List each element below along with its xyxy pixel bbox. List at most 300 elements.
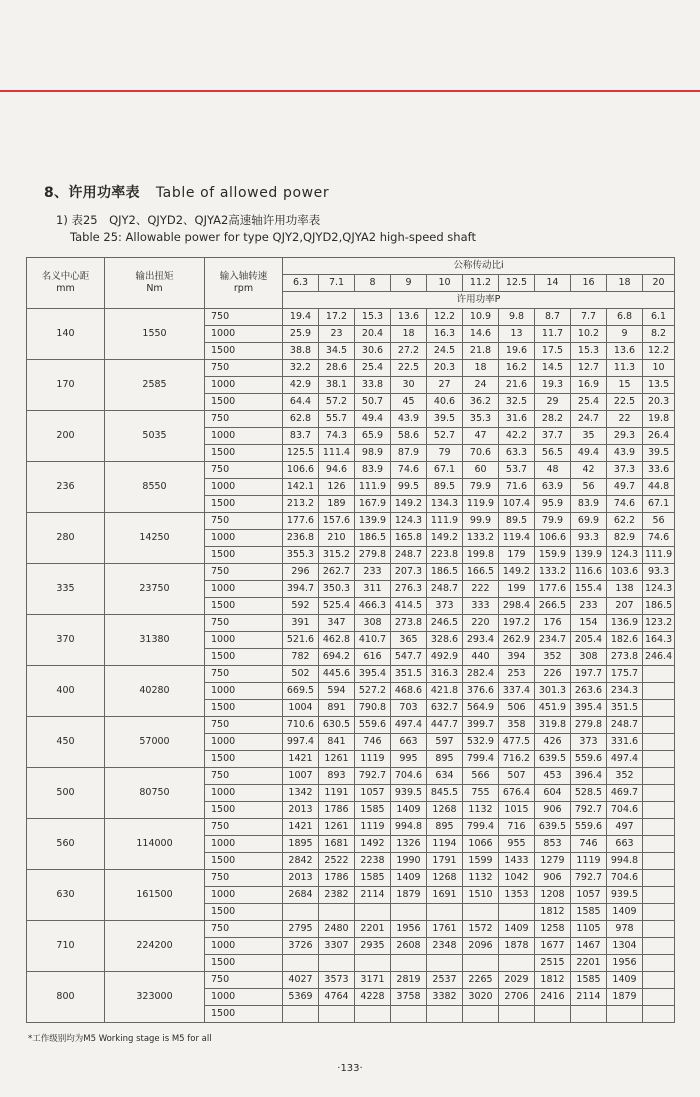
power-value-cell: 492.9 [427,649,463,666]
power-value-cell: 1119 [355,819,391,836]
power-value-cell: 669.5 [283,683,319,700]
power-value-cell: 755 [463,785,499,802]
power-value-cell: 142.1 [283,479,319,496]
power-value-cell: 315.2 [319,547,355,564]
power-value-cell: 197.7 [571,666,607,683]
power-value-cell: 1510 [463,887,499,904]
power-value-cell: 1812 [535,904,571,921]
power-value-cell: 1786 [319,802,355,819]
power-value-cell [643,751,675,768]
input-speed-cell: 1500 [205,904,283,921]
power-value-cell: 2013 [283,870,319,887]
power-value-cell: 222 [463,581,499,598]
power-value-cell: 16.2 [499,360,535,377]
center-distance-cell: 710 [27,921,105,972]
power-value-cell: 792.7 [571,870,607,887]
power-value-cell: 186.5 [355,530,391,547]
power-value-cell [319,955,355,972]
power-value-cell: 49.7 [607,479,643,496]
power-value-cell: 497.4 [391,717,427,734]
power-value-cell: 89.5 [499,513,535,530]
power-value-cell: 24.5 [427,343,463,360]
power-value-cell: 298.4 [499,598,535,615]
power-value-cell: 30 [391,377,427,394]
input-speed-cell: 750 [205,768,283,785]
power-value-cell [643,700,675,717]
power-value-cell: 9.8 [499,309,535,326]
power-value-cell: 1119 [355,751,391,768]
power-value-cell: 94.6 [319,462,355,479]
power-value-cell: 99.9 [463,513,499,530]
ratio-header-cell: 6.3 [283,275,319,292]
power-value-cell [643,938,675,955]
power-value-cell: 74.3 [319,428,355,445]
output-torque-cell: 2585 [105,360,205,411]
power-value-cell: 8.2 [643,326,675,343]
power-value-cell [643,734,675,751]
output-torque-cell: 114000 [105,819,205,870]
power-value-cell: 906 [535,802,571,819]
power-value-cell: 12.7 [571,360,607,377]
power-value-cell: 1467 [571,938,607,955]
power-value-cell: 632.7 [427,700,463,717]
power-value-cell: 331.6 [607,734,643,751]
power-value-cell: 83.9 [355,462,391,479]
power-value-cell: 19.6 [499,343,535,360]
power-value-cell: 710.6 [283,717,319,734]
header-power: 许用功率P [283,292,675,309]
power-value-cell: 43.9 [391,411,427,428]
input-speed-cell: 1000 [205,836,283,853]
ratio-header-cell: 7.1 [319,275,355,292]
power-value-cell: 1791 [427,853,463,870]
power-value-cell [643,836,675,853]
table-row [27,411,675,428]
power-value-cell: 4764 [319,989,355,1006]
power-value-cell: 1895 [283,836,319,853]
input-speed-cell: 1500 [205,955,283,972]
power-value-cell: 25.4 [355,360,391,377]
power-value-cell: 20.3 [427,360,463,377]
input-speed-cell: 750 [205,411,283,428]
power-value-cell: 138 [607,581,643,598]
power-value-cell: 694.2 [319,649,355,666]
power-value-cell: 559.6 [571,819,607,836]
power-value-cell: 13.6 [391,309,427,326]
center-distance-cell: 800 [27,972,105,1023]
power-value-cell: 60 [463,462,499,479]
power-value-cell: 2515 [535,955,571,972]
power-value-cell: 48 [535,462,571,479]
center-distance-cell: 400 [27,666,105,717]
power-value-cell: 111.9 [355,479,391,496]
power-value-cell: 704.6 [391,768,427,785]
power-value-cell: 462.8 [319,632,355,649]
power-value-cell: 56 [643,513,675,530]
power-value-cell: 1057 [355,785,391,802]
table-row [27,564,675,581]
power-value-cell: 24.7 [571,411,607,428]
power-value-cell: 845.5 [427,785,463,802]
table-row [27,819,675,836]
power-value-cell [463,1006,499,1023]
power-value-cell: 394 [499,649,535,666]
power-value-cell: 1015 [499,802,535,819]
power-value-cell: 2935 [355,938,391,955]
input-speed-cell: 1500 [205,343,283,360]
power-value-cell [355,1006,391,1023]
power-value-cell: 15 [607,377,643,394]
power-value-cell: 63.3 [499,445,535,462]
power-value-cell: 399.7 [463,717,499,734]
power-value-cell: 337.4 [499,683,535,700]
power-value-cell [643,853,675,870]
power-value-cell: 2265 [463,972,499,989]
power-value-cell: 994.8 [607,853,643,870]
power-value-cell: 233 [571,598,607,615]
power-value-cell: 44.8 [643,479,675,496]
input-speed-cell: 750 [205,972,283,989]
input-speed-cell: 1500 [205,496,283,513]
power-value-cell: 939.5 [391,785,427,802]
input-speed-cell: 1500 [205,1006,283,1023]
power-value-cell: 71.6 [499,479,535,496]
power-value-cell: 205.4 [571,632,607,649]
power-value-cell: 279.8 [355,547,391,564]
power-value-cell: 547.7 [391,649,427,666]
power-value-cell: 31.6 [499,411,535,428]
section-heading-cn: 8、许用功率表 [44,185,140,201]
power-value-cell: 1572 [463,921,499,938]
power-value-cell: 799.4 [463,751,499,768]
output-torque-cell: 161500 [105,870,205,921]
ratio-header-cell: 11.2 [463,275,499,292]
power-value-cell: 167.9 [355,496,391,513]
power-value-cell [427,955,463,972]
power-value-cell: 11.3 [607,360,643,377]
table-row [27,462,675,479]
power-value-cell: 28.6 [319,360,355,377]
power-value-cell: 466.3 [355,598,391,615]
power-value-cell: 248.7 [427,581,463,598]
power-value-cell: 246.5 [427,615,463,632]
power-value-cell: 4027 [283,972,319,989]
power-value-cell: 165.8 [391,530,427,547]
section-heading [44,182,329,202]
power-value-cell: 79.9 [463,479,499,496]
input-speed-cell: 1500 [205,598,283,615]
power-value-cell: 23 [319,326,355,343]
power-value-cell: 21.8 [463,343,499,360]
power-value-cell: 293.4 [463,632,499,649]
ratio-header-cell: 16 [571,275,607,292]
input-speed-cell: 1000 [205,479,283,496]
power-value-cell: 1761 [427,921,463,938]
ratio-header-cell: 8 [355,275,391,292]
power-value-cell: 521.6 [283,632,319,649]
power-value-cell [391,904,427,921]
power-value-cell: 453 [535,768,571,785]
ratio-header-cell: 18 [607,275,643,292]
power-value-cell [499,904,535,921]
power-value-cell: 43.9 [607,445,643,462]
power-value-cell: 186.5 [643,598,675,615]
power-value-cell: 410.7 [355,632,391,649]
input-speed-cell: 1000 [205,530,283,547]
power-value-cell: 7.7 [571,309,607,326]
power-value-cell: 704.6 [607,870,643,887]
power-value-cell: 74.6 [391,462,427,479]
power-value-cell: 592 [283,598,319,615]
power-value-cell: 79 [427,445,463,462]
power-value-cell: 155.4 [571,581,607,598]
center-distance-cell: 280 [27,513,105,564]
power-value-cell: 502 [283,666,319,683]
power-value-cell: 210 [319,530,355,547]
power-value-cell: 1042 [499,870,535,887]
power-value-cell: 1421 [283,819,319,836]
output-torque-cell: 80750 [105,768,205,819]
power-value-cell: 20.3 [643,394,675,411]
table-row [27,921,675,938]
power-value-cell: 8.7 [535,309,571,326]
power-value-cell [571,1006,607,1023]
power-value-cell: 29 [535,394,571,411]
power-value-cell: 841 [319,734,355,751]
power-value-cell: 207 [607,598,643,615]
power-value-cell: 58.6 [391,428,427,445]
power-value-cell: 350.3 [319,581,355,598]
power-value-cell: 3573 [319,972,355,989]
input-speed-cell: 750 [205,309,283,326]
power-value-cell: 13.6 [607,343,643,360]
power-value-cell: 164.3 [643,632,675,649]
power-value-cell: 347 [319,615,355,632]
power-value-cell: 1878 [499,938,535,955]
power-value-cell: 704.6 [607,802,643,819]
power-value-cell: 395.4 [571,700,607,717]
power-value-cell: 42 [571,462,607,479]
power-value-cell: 376.6 [463,683,499,700]
output-torque-cell: 57000 [105,717,205,768]
power-value-cell: 93.3 [643,564,675,581]
input-speed-cell: 1500 [205,394,283,411]
power-value-cell: 1492 [355,836,391,853]
power-value-cell: 53.7 [499,462,535,479]
power-value-cell: 177.6 [283,513,319,530]
power-value-cell: 1433 [499,853,535,870]
power-value-cell: 116.6 [571,564,607,581]
power-value-cell: 124.3 [607,547,643,564]
power-value-cell: 616 [355,649,391,666]
power-value-cell: 95.9 [535,496,571,513]
input-speed-cell: 750 [205,615,283,632]
power-value-cell: 3726 [283,938,319,955]
power-value-cell: 35.3 [463,411,499,428]
power-value-cell: 2114 [355,887,391,904]
power-value-cell [427,904,463,921]
power-value-cell: 40.6 [427,394,463,411]
power-value-cell: 1585 [355,802,391,819]
table-caption-en: Table 25: Allowable power for type QJY2,QJYD2,QJYA2 high-speed shaft [70,230,476,244]
power-value-cell: 93.3 [571,530,607,547]
power-value-cell: 2416 [535,989,571,1006]
power-value-cell [643,819,675,836]
allowable-power-table [26,257,675,1023]
power-value-cell: 559.6 [355,717,391,734]
power-value-cell [643,955,675,972]
power-value-cell: 126 [319,479,355,496]
power-value-cell: 2537 [427,972,463,989]
table-row [27,717,675,734]
power-value-cell: 352 [607,768,643,785]
output-torque-cell: 8550 [105,462,205,513]
input-speed-cell: 750 [205,360,283,377]
power-value-cell: 42.9 [283,377,319,394]
power-value-cell: 57.2 [319,394,355,411]
power-value-cell: 955 [499,836,535,853]
power-value-cell: 559.6 [571,751,607,768]
power-value-cell: 234.3 [607,683,643,700]
power-value-cell: 177.6 [535,581,571,598]
power-value-cell: 2706 [499,989,535,1006]
center-distance-cell: 335 [27,564,105,615]
table-row [27,666,675,683]
power-value-cell: 1812 [535,972,571,989]
power-value-cell [643,921,675,938]
power-value-cell: 50.7 [355,394,391,411]
power-value-cell: 4228 [355,989,391,1006]
power-value-cell: 28.2 [535,411,571,428]
power-value-cell: 248.7 [391,547,427,564]
power-value-cell: 262.9 [499,632,535,649]
power-value-cell: 1409 [607,972,643,989]
page-number: ·133· [337,1063,363,1074]
power-value-cell: 1258 [535,921,571,938]
power-value-cell: 6.1 [643,309,675,326]
power-value-cell: 273.8 [607,649,643,666]
input-speed-cell: 1000 [205,785,283,802]
table-row [27,309,675,326]
power-value-cell: 3171 [355,972,391,989]
footnote: *工作级别均为M5 Working stage is M5 for all [28,1034,212,1044]
power-value-cell [643,785,675,802]
center-distance-cell: 200 [27,411,105,462]
power-value-cell: 45 [391,394,427,411]
power-value-cell: 35 [571,428,607,445]
power-value-cell: 149.2 [391,496,427,513]
input-speed-cell: 1000 [205,887,283,904]
table-row [27,972,675,989]
center-distance-cell: 450 [27,717,105,768]
ratio-header-cell: 20 [643,275,675,292]
power-value-cell: 1208 [535,887,571,904]
power-value-cell: 133.2 [535,564,571,581]
power-value-cell: 111.9 [643,547,675,564]
power-value-cell: 38.8 [283,343,319,360]
power-value-cell: 421.8 [427,683,463,700]
output-torque-cell: 224200 [105,921,205,972]
power-value-cell: 853 [535,836,571,853]
power-value-cell: 525.4 [319,598,355,615]
power-value-cell [607,1006,643,1023]
power-value-cell: 56.5 [535,445,571,462]
table-body [27,309,675,1023]
power-value-cell: 226 [535,666,571,683]
power-value-cell: 207.3 [391,564,427,581]
power-value-cell: 351.5 [607,700,643,717]
power-value-cell: 566 [463,768,499,785]
power-value-cell: 10.2 [571,326,607,343]
power-value-cell: 716.2 [499,751,535,768]
power-value-cell: 14.5 [535,360,571,377]
power-value-cell: 2382 [319,887,355,904]
power-value-cell: 1007 [283,768,319,785]
power-value-cell: 1268 [427,870,463,887]
power-value-cell: 1990 [391,853,427,870]
power-value-cell: 19.3 [535,377,571,394]
power-value-cell: 2096 [463,938,499,955]
header-center-distance: 名义中心距 mm [27,258,105,309]
power-value-cell: 12.2 [643,343,675,360]
power-value-cell: 16.3 [427,326,463,343]
table-row [27,768,675,785]
power-value-cell [643,904,675,921]
power-value-cell: 395.4 [355,666,391,683]
power-value-cell: 67.1 [643,496,675,513]
ratio-header-cell: 10 [427,275,463,292]
power-value-cell: 124.3 [391,513,427,530]
output-torque-cell: 23750 [105,564,205,615]
power-value-cell: 426 [535,734,571,751]
power-value-cell [643,683,675,700]
power-value-cell: 119.9 [463,496,499,513]
power-value-cell: 34.5 [319,343,355,360]
power-value-cell: 65.9 [355,428,391,445]
power-value-cell: 82.9 [607,530,643,547]
input-speed-cell: 1500 [205,445,283,462]
input-speed-cell: 1000 [205,734,283,751]
power-value-cell: 18 [463,360,499,377]
power-value-cell: 136.9 [607,615,643,632]
power-value-cell: 199 [499,581,535,598]
power-value-cell: 154 [571,615,607,632]
power-value-cell: 62.2 [607,513,643,530]
power-value-cell: 906 [535,870,571,887]
power-value-cell: 98.9 [355,445,391,462]
power-value-cell: 176 [535,615,571,632]
input-speed-cell: 750 [205,819,283,836]
power-value-cell: 233 [355,564,391,581]
power-value-cell: 223.8 [427,547,463,564]
header-output-torque: 输出扭矩 Nm [105,258,205,309]
power-value-cell: 27 [427,377,463,394]
power-value-cell: 248.7 [607,717,643,734]
power-value-cell [283,1006,319,1023]
power-value-cell: 19.4 [283,309,319,326]
power-value-cell [643,1006,675,1023]
power-value-cell: 994.8 [391,819,427,836]
power-value-cell: 978 [607,921,643,938]
input-speed-cell: 1000 [205,428,283,445]
power-value-cell: 451.9 [535,700,571,717]
input-speed-cell: 750 [205,666,283,683]
power-value-cell: 2201 [355,921,391,938]
power-value-cell: 13.5 [643,377,675,394]
power-value-cell: 1681 [319,836,355,853]
power-value-cell: 2522 [319,853,355,870]
power-value-cell: 507 [499,768,535,785]
